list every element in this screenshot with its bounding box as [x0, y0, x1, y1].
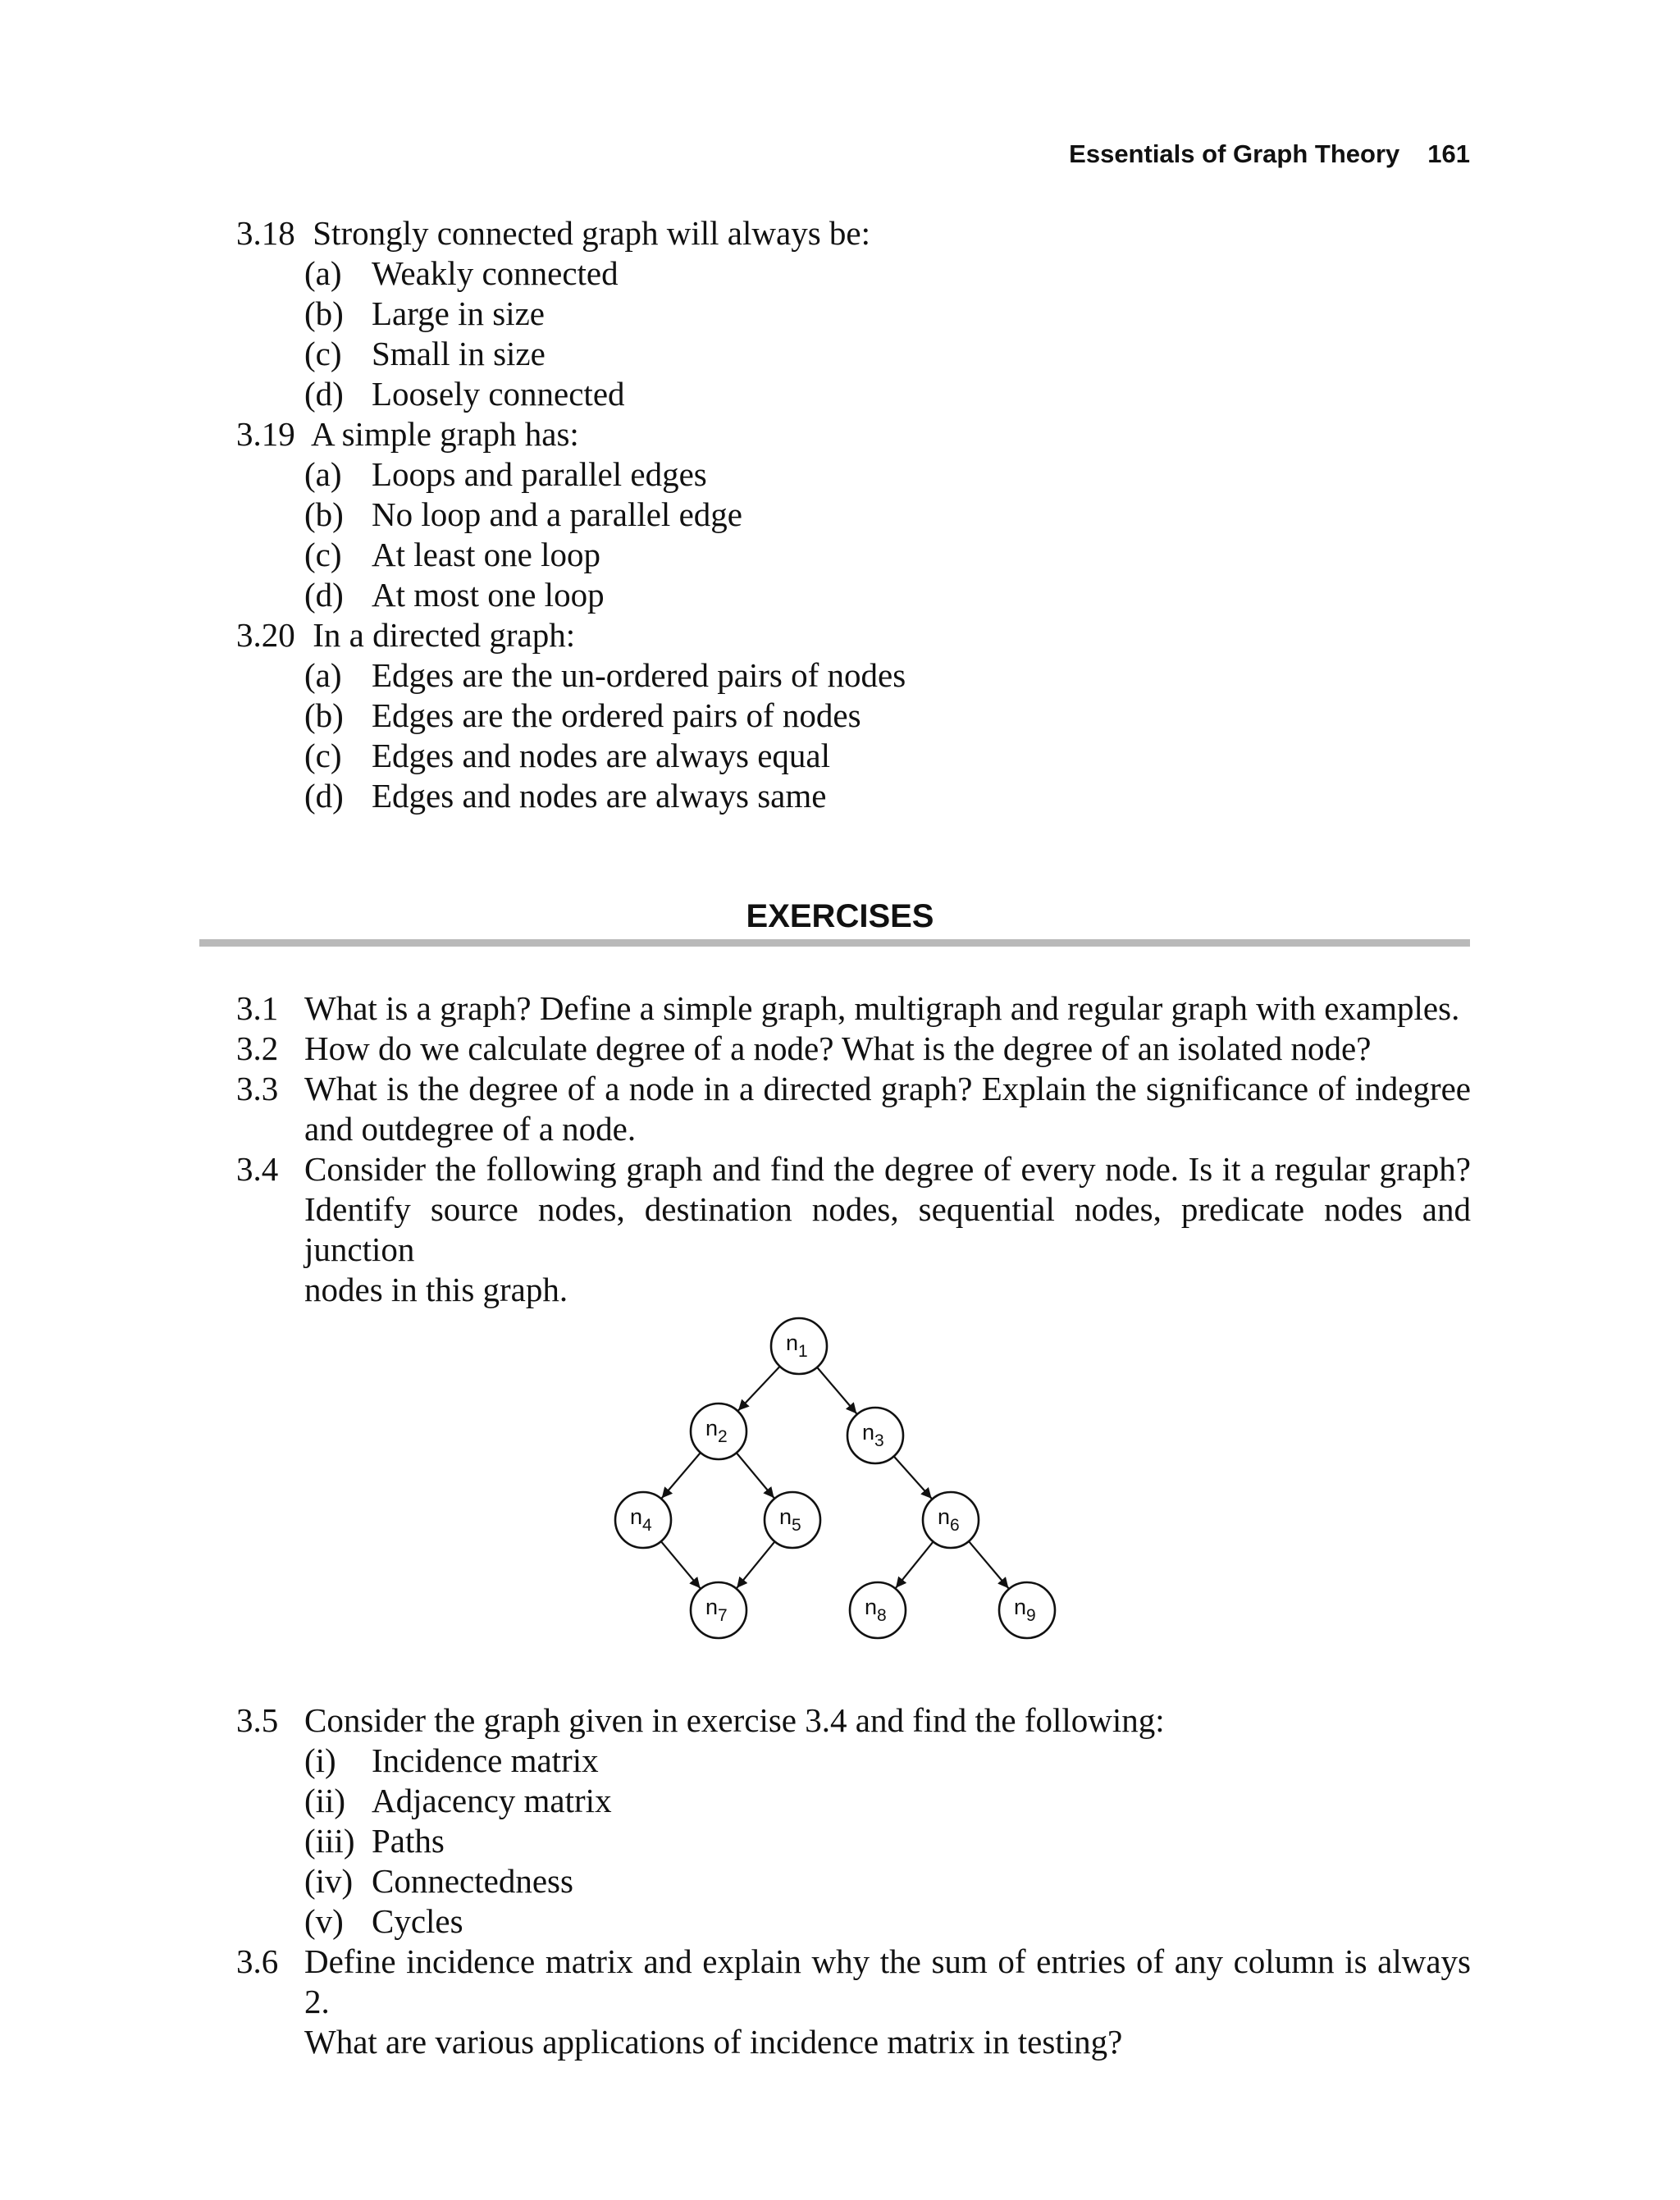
node-label: $n_8$	[865, 1595, 887, 1625]
exercise-text: What is a graph? Define a simple graph, multigraph and regular graph with examples.	[304, 989, 1460, 1027]
option-a: (a) Edges are the un-ordered pairs of nodes	[304, 656, 906, 694]
option-a: (a) Weakly connected	[304, 254, 619, 292]
node-label: $n_9$	[1014, 1595, 1036, 1625]
edge-n2-n4	[662, 1453, 701, 1498]
graph-node-n6	[923, 1492, 979, 1548]
graph-node-n9	[999, 1582, 1055, 1638]
option-b: (b) No loop and a parallel edge	[304, 495, 742, 533]
exercise-number: 3.5	[236, 1701, 279, 1739]
question-text: Strongly connected graph will always be:	[313, 214, 870, 252]
edge-n6-n8	[896, 1541, 934, 1587]
sub-item-ii: (ii) Adjacency matrix	[304, 1782, 612, 1819]
edge-n1-n3	[817, 1367, 856, 1414]
exercise-text: What is the degree of a node in a directed graph? Explain the significance of indegree	[304, 1070, 1471, 1107]
graph-node-n1	[771, 1318, 827, 1374]
exercise-text: Identify source nodes, destination nodes, sequential nodes, predicate nodes and junction	[304, 1190, 1471, 1268]
exercise-3-6	[236, 1942, 1471, 2062]
edge-n6-n9	[969, 1541, 1008, 1588]
exercise-number: 3.2	[236, 1029, 279, 1067]
graph-node-n5	[765, 1492, 820, 1548]
node-label: $n_1$	[786, 1330, 808, 1361]
exercise-text: and outdegree of a node.	[304, 1110, 637, 1148]
option-d: (d) Edges and nodes are always same	[304, 777, 827, 815]
sub-item-iv: (iv) Connectedness	[304, 1862, 573, 1900]
exercises-heading: EXERCISES	[746, 898, 934, 934]
option-a: (a) Loops and parallel edges	[304, 455, 707, 493]
question-text: A simple graph has:	[311, 415, 579, 453]
edge-n5-n7	[737, 1541, 774, 1588]
option-d: (d) Loosely connected	[304, 375, 625, 413]
edge-n4-n7	[661, 1541, 701, 1588]
edge-n2-n5	[737, 1453, 774, 1498]
node-label: $n_3$	[862, 1420, 884, 1450]
option-c: (c) Edges and nodes are always equal	[304, 737, 830, 774]
exercise-number: 3.6	[236, 1942, 279, 1980]
exercise-text: How do we calculate degree of a node? What is the degree of an isolated node?	[304, 1029, 1372, 1067]
graph-node-n7	[691, 1582, 746, 1638]
option-c: (c) At least one loop	[304, 536, 600, 573]
node-label: $n_4$	[630, 1504, 652, 1535]
edge-n3-n6	[894, 1456, 932, 1499]
node-label: $n_7$	[705, 1595, 728, 1625]
edge-n1-n2	[738, 1367, 780, 1411]
question-number: 3.19	[236, 415, 295, 453]
sub-item-v: (v) Cycles	[304, 1902, 463, 1940]
header-title: Essentials of Graph Theory	[1069, 139, 1400, 168]
option-b: (b) Edges are the ordered pairs of nodes	[304, 696, 861, 734]
page-number: 161	[1427, 139, 1470, 168]
option-d: (d) At most one loop	[304, 576, 605, 614]
question-number: 3.18	[236, 214, 295, 252]
exercise-text: What are various applications of incidence matrix in testing?	[304, 2023, 1123, 2061]
exercise-text: nodes in this graph.	[304, 1271, 568, 1308]
node-label: $n_5$	[779, 1504, 801, 1535]
graph-node-n4	[615, 1492, 671, 1548]
sub-item-i: (i) Incidence matrix	[304, 1741, 599, 1779]
exercise-number: 3.4	[236, 1150, 279, 1188]
exercises-section-continued	[236, 1700, 1471, 2062]
exercise-3-5	[236, 1700, 1471, 1741]
sub-item-iii: (iii) Paths	[304, 1822, 445, 1860]
exercise-text: Consider the graph given in exercise 3.4 and find the following:	[304, 1701, 1165, 1739]
exercise-text: Consider the following graph and find the degree of every node. Is it a regular graph?	[304, 1150, 1471, 1188]
graph-node-n2	[691, 1404, 746, 1459]
option-b: (b) Large in size	[304, 294, 545, 332]
option-c: (c) Small in size	[304, 335, 546, 372]
exercise-number: 3.1	[236, 989, 279, 1027]
node-label: $n_2$	[705, 1416, 728, 1446]
graph-node-n8	[850, 1582, 906, 1638]
exercise-text: Define incidence matrix and explain why the sum of entries of any column is always 2.	[304, 1942, 1471, 2020]
question-number: 3.20	[236, 616, 295, 654]
graph-node-n3	[847, 1408, 903, 1463]
node-label: $n_6$	[938, 1504, 960, 1535]
exercise-number: 3.3	[236, 1070, 279, 1107]
question-text: In a directed graph:	[313, 616, 576, 654]
